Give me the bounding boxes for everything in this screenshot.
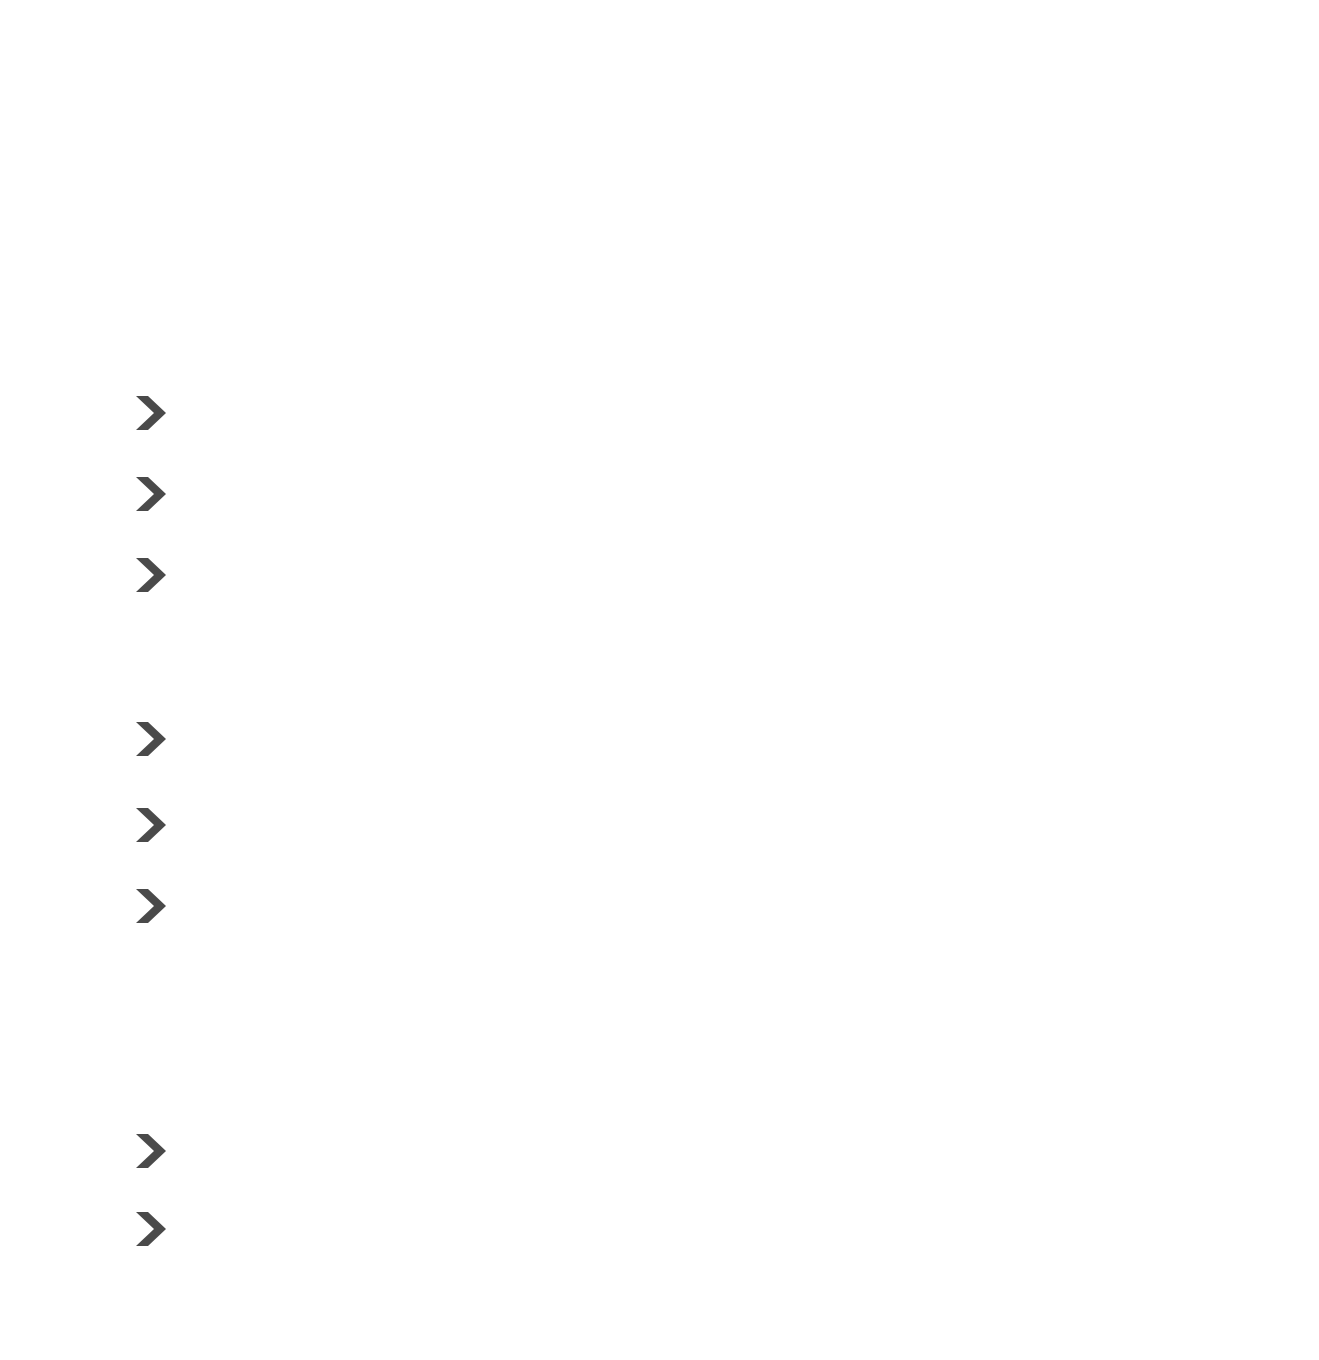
chevron-right-icon[interactable]: [134, 1210, 168, 1248]
chevron-right-icon[interactable]: [134, 806, 168, 844]
chevron-right-icon[interactable]: [134, 475, 168, 513]
chevron-right-icon[interactable]: [134, 394, 168, 432]
chevron-right-icon[interactable]: [134, 1132, 168, 1170]
chevron-right-icon[interactable]: [134, 556, 168, 594]
chevron-right-icon[interactable]: [134, 887, 168, 925]
chevron-right-icon[interactable]: [134, 720, 168, 758]
